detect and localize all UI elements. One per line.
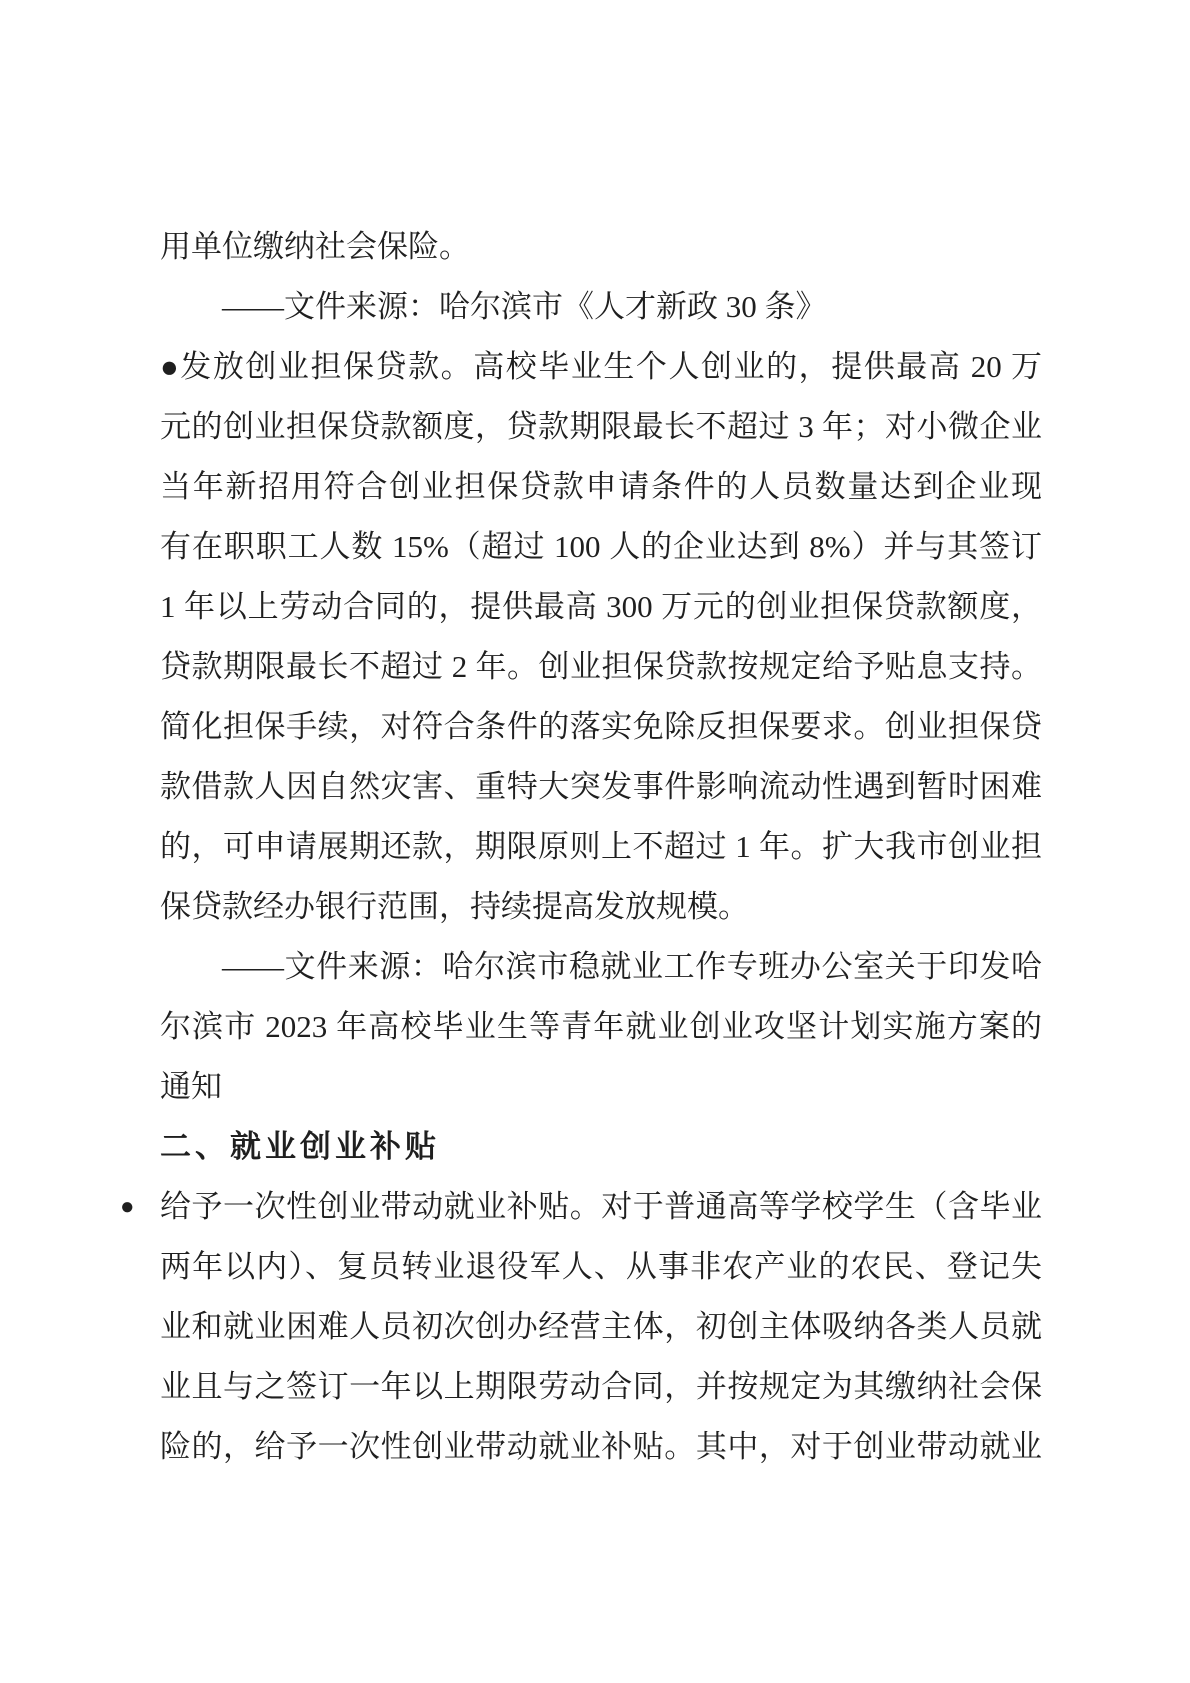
text-line: 发放创业担保贷款。高校毕业生个人创业的，提供最高 20 万: [180, 349, 1042, 384]
text-line: 元的创业担保贷款额度，贷款期限最长不超过 3 年；对小微企业: [160, 409, 1042, 444]
bullet-paragraph-start: [120, 1177, 1042, 1237]
bullet-icon: ●: [160, 349, 181, 384]
text-line: 贷款期限最长不超过 2 年。创业担保贷款按规定给予贴息支持。: [160, 649, 1042, 684]
paragraph-end-line: 保贷款经办银行范围，持续提高发放规模。: [160, 889, 749, 924]
paragraph-end-line: 通知: [160, 1069, 222, 1104]
text-line: 1 年以上劳动合同的，提供最高 300 万元的创业担保贷款额度，: [160, 589, 1042, 624]
text-line: 的，可申请展期还款，期限原则上不超过 1 年。扩大我市创业担: [160, 829, 1042, 864]
bullet-paragraph-start: [160, 337, 1042, 397]
bullet-icon: ●: [120, 1194, 135, 1220]
source-citation-line: ——文件来源：哈尔滨市《人才新政 30 条》: [222, 289, 827, 324]
text-line: 当年新招用符合创业担保贷款申请条件的人员数量达到企业现: [160, 469, 1042, 504]
paragraph-continuation-line: 用单位缴纳社会保险。: [160, 229, 470, 264]
section-heading: 二、就业创业补贴: [160, 1129, 440, 1164]
text-line: 业且与之签订一年以上期限劳动合同，并按规定为其缴纳社会保: [160, 1369, 1042, 1404]
text-line: 业和就业困难人员初次创办经营主体，初创主体吸纳各类人员就: [160, 1309, 1042, 1344]
text-line: 简化担保手续，对符合条件的落实免除反担保要求。创业担保贷: [160, 709, 1042, 744]
text-line: 给予一次性创业带动就业补贴。对于普通高等学校学生（含毕业: [160, 1189, 1042, 1224]
text-line: 有在职职工人数 15%（超过 100 人的企业达到 8%）并与其签订: [160, 529, 1042, 564]
text-line: 款借款人因自然灾害、重特大突发事件影响流动性遇到暂时困难: [160, 769, 1042, 804]
document-body: [120, 217, 1042, 1477]
text-line: 险的，给予一次性创业带动就业补贴。其中，对于创业带动就业: [160, 1429, 1042, 1464]
text-line: 两年以内）、复员转业退役军人、从事非农产业的农民、登记失: [160, 1249, 1042, 1284]
text-line: 尔滨市 2023 年高校毕业生等青年就业创业攻坚计划实施方案的: [160, 1009, 1042, 1044]
source-citation-line: ——文件来源：哈尔滨市稳就业工作专班办公室关于印发哈: [222, 949, 1042, 984]
